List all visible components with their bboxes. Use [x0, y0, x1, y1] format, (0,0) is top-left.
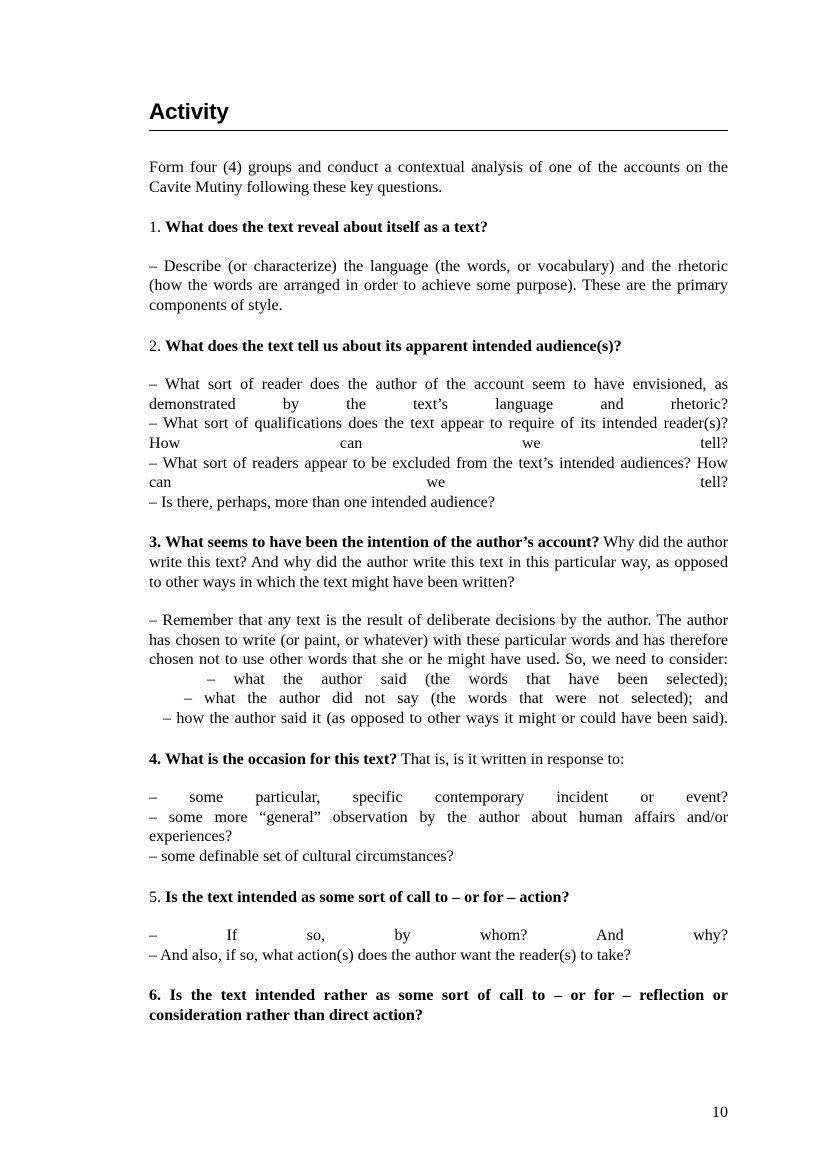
question-body-5-1: – And also, if so, what action(s) does the author want the reader(s) to take? [149, 946, 631, 964]
question-body-2-1: – What sort of qualifications does the text appear to require of its intended reader(s)? How can we tell? [149, 415, 728, 452]
question-subitem-3-1: – what the author did not say (the words that were not selected); and [184, 690, 728, 708]
question-subitem-3-0: – what the author said (the words that have been selected); [207, 670, 728, 688]
document-page [149, 0, 728, 1171]
question-body-2-2: – What sort of readers appear to be excluded from the text’s intended audiences? How can we tell? [149, 454, 728, 492]
document-body [149, 158, 728, 1026]
spacer [149, 729, 728, 750]
spacer [149, 356, 728, 375]
question-number-6: 6. [149, 987, 162, 1005]
spacer [149, 238, 728, 257]
question-body-3-0: – Remember that any text is the result of deliberate decisions by the author. The author has chosen to write (or paint, or whatever) with these particular words and has therefore chosen not to use other words that she or he might have used. So, we need to consider: [149, 612, 728, 669]
question-number-5: 5. [149, 888, 162, 906]
question-title-6: Is the text intended rather as some sort of call to – or for – reflection or consideration rather than direct action? [149, 987, 728, 1024]
question-title-4: What is the occasion for this text? [165, 750, 398, 768]
question-number-3: 3. [149, 534, 162, 552]
question-heading-5 [149, 888, 728, 908]
question-title-1: What does the text reveal about itself as a text? [165, 219, 488, 237]
question-heading-4 [149, 750, 728, 770]
question-body-2-3: – Is there, perhaps, more than one intended audience? [149, 493, 495, 511]
question-title-5: Is the text intended as some sort of call to – or for – action? [165, 888, 570, 906]
question-heading-2 [149, 337, 728, 357]
page-title: Activity [149, 99, 229, 124]
title-underline-rule [149, 130, 728, 131]
question-trailing-3: Why did the author write this text? And why did the author write this text in this particular way, as opposed to other ways in which the text might have been written? [149, 534, 728, 591]
title-block [149, 98, 728, 131]
question-subitem-3-2: – how the author said it (as opposed to other ways it might or could have been said). [163, 710, 728, 728]
spacer [149, 316, 728, 337]
question-heading-1 [149, 218, 728, 238]
question-title-2: What does the text tell us about its apparent intended audience(s)? [165, 337, 622, 355]
question-body-2-0: – What sort of reader does the author of the account seem to have envisioned, as demonstrated by the text’s language and rhetoric? [149, 376, 728, 413]
question-body-5-0: – If so, by whom? And why? [149, 927, 728, 945]
spacer [149, 197, 728, 218]
question-body-4-2: – some definable set of cultural circumstances? [149, 848, 454, 866]
question-number-4: 4. [149, 750, 162, 768]
spacer [149, 512, 728, 533]
question-heading-3 [149, 533, 728, 592]
spacer [149, 592, 728, 611]
spacer [149, 769, 728, 788]
question-body-4-1: – some more “general” observation by the author about human affairs and/or experiences? [149, 808, 728, 846]
question-trailing-4: That is, is it written in response to: [397, 750, 625, 768]
spacer [149, 867, 728, 888]
spacer [149, 965, 728, 986]
question-body-4-0: – some particular, specific contemporary incident or event? [149, 789, 728, 807]
question-title-3: What seems to have been the intention of the author’s account? [165, 534, 600, 552]
question-heading-6 [149, 986, 728, 1025]
question-body-1-0: – Describe (or characterize) the language (the words, or vocabulary) and the rhetoric (how the words are arranged in order to achieve some purpose). These are the primary components of style. [149, 257, 728, 314]
page-number: 10 [711, 1104, 728, 1121]
intro-paragraph: Form four (4) groups and conduct a contextual analysis of one of the accounts on the Cavite Mutiny following these key questions. [149, 159, 728, 196]
spacer [149, 907, 728, 926]
question-number-1: 1. [149, 219, 162, 237]
question-number-2: 2. [149, 337, 162, 355]
